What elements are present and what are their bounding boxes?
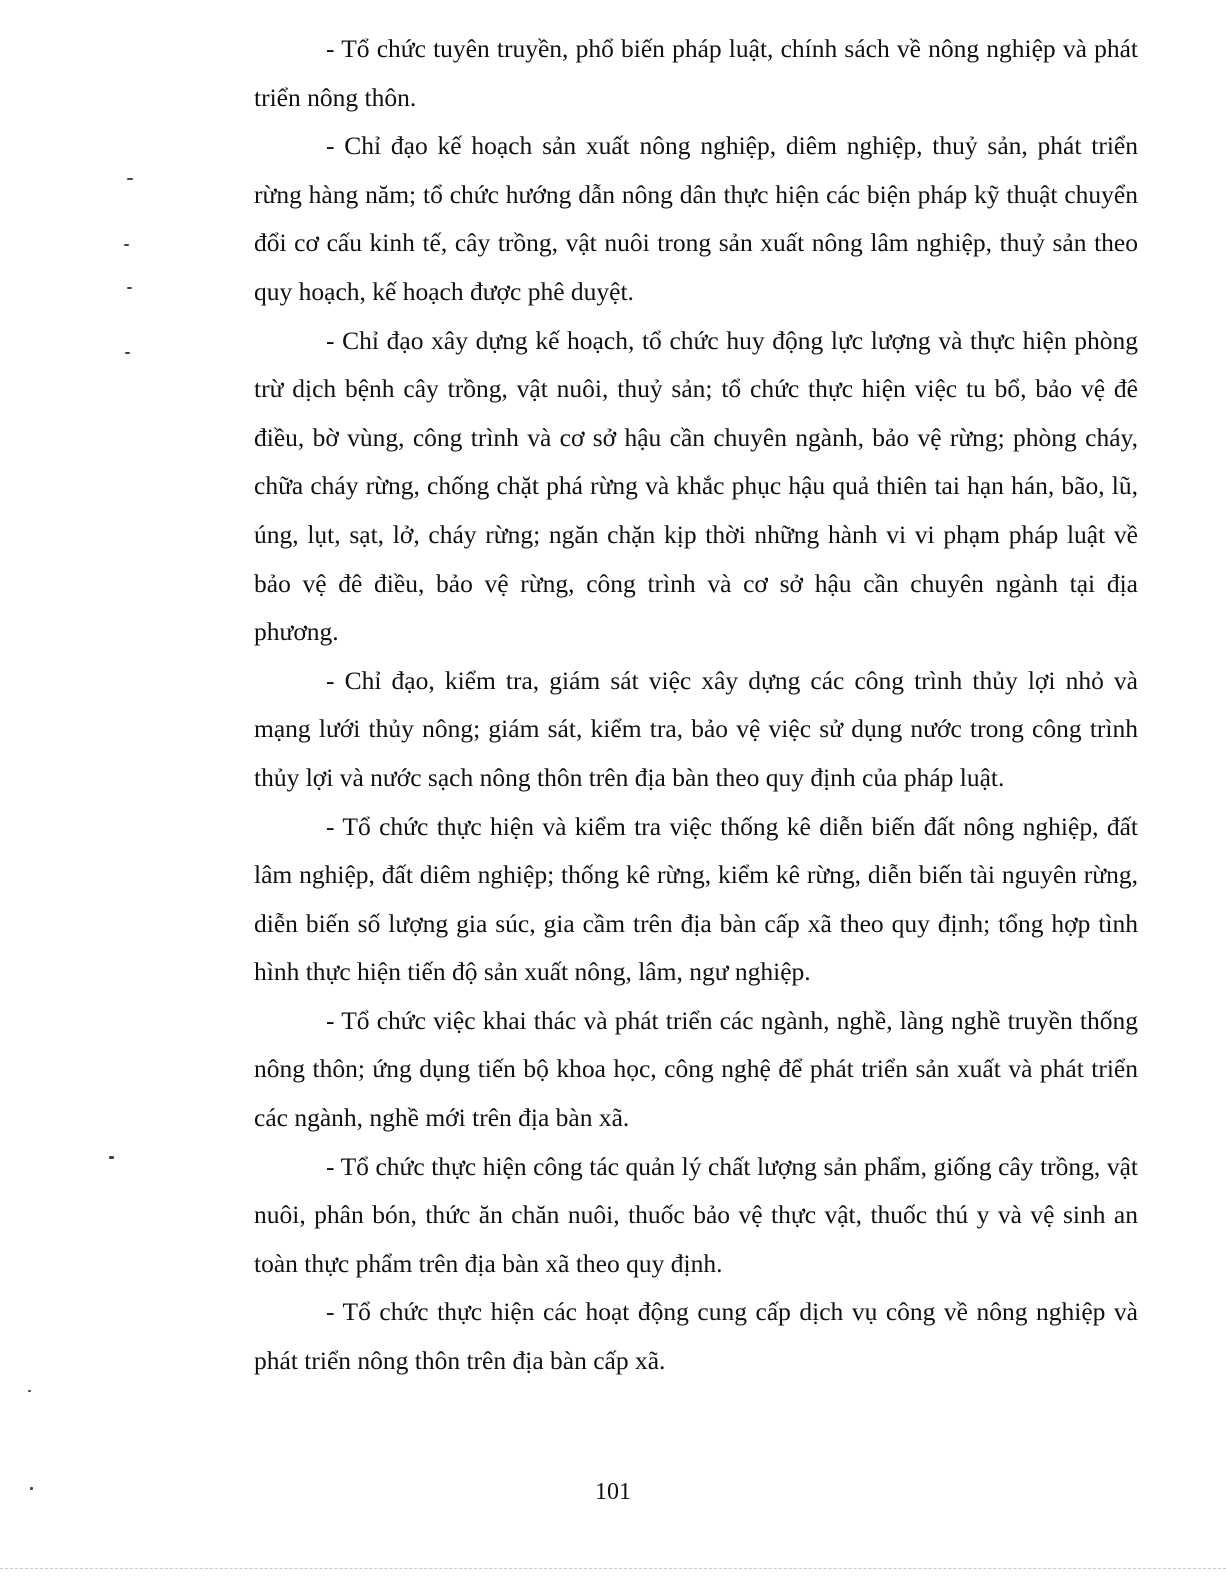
scan-mark xyxy=(124,244,129,246)
scan-mark xyxy=(30,1487,33,1490)
scan-mark xyxy=(127,178,133,180)
scan-mark xyxy=(28,1390,31,1392)
scan-bottom-edge xyxy=(0,1568,1226,1569)
page-number: 101 xyxy=(595,1479,631,1505)
body-text xyxy=(254,25,1138,1386)
paragraph-2: - Chỉ đạo kế hoạch sản xuất nông nghiệp, diêm nghiệp, thuỷ sản, phát triển rừng hàng năm; tổ chức hướng dẫn nông dân thực hiện các biện pháp kỹ thuật chuyển đổi cơ cấu kinh tế, cây trồng, vật nuôi trong sản xuất nông lâm nghiệp, thuỷ sản theo quy hoạch, kế hoạch được phê duyệt. xyxy=(254,131,1138,306)
paragraph-3: - Chỉ đạo xây dựng kế hoạch, tổ chức huy động lực lượng và thực hiện phòng trừ dịch bệnh cây trồng, vật nuôi, thuỷ sản; tổ chức thực hiện việc tu bổ, bảo vệ đê điều, bờ vùng, công trình và cơ sở hậu cần chuyên ngành, bảo vệ rừng; phòng cháy, chữa cháy rừng, chống chặt phá rừng và khắc phục hậu quả thiên tai hạn hán, bão, lũ, úng, lụt, sạt, lở, cháy rừng; ngăn chặn kịp thời những hành vi vi phạm pháp luật về bảo vệ đê điều, bảo vệ rừng, công trình và cơ sở hậu cần chuyên ngành tại địa phương. xyxy=(254,325,1138,647)
scan-mark xyxy=(127,287,132,289)
paragraph-6: - Tổ chức việc khai thác và phát triển các ngành, nghề, làng nghề truyền thống nông thôn; ứng dụng tiến bộ khoa học, công nghệ để phát triển sản xuất và phát triển các ngành, nghề mới trên địa bàn xã. xyxy=(254,1005,1138,1133)
scan-mark xyxy=(125,352,130,354)
paragraph-8: - Tổ chức thực hiện các hoạt động cung cấp dịch vụ công về nông nghiệp và phát triển nông thôn trên địa bàn cấp xã. xyxy=(254,1297,1138,1376)
paragraph-1: - Tổ chức tuyên truyền, phổ biến pháp luật, chính sách về nông nghiệp và phát triển nông thôn. xyxy=(254,34,1138,112)
scan-mark xyxy=(109,1156,114,1159)
paragraph-7: - Tổ chức thực hiện công tác quản lý chất lượng sản phẩm, giống cây trồng, vật nuôi, phân bón, thức ăn chăn nuôi, thuốc bảo vệ thực vật, thuốc thú y và vệ sinh an toàn thực phẩm trên địa bàn xã theo quy định. xyxy=(254,1151,1138,1278)
paragraph-4: - Chỉ đạo, kiểm tra, giám sát việc xây dựng các công trình thủy lợi nhỏ và mạng lưới thủy nông; giám sát, kiểm tra, bảo vệ việc sử dụng nước trong công trình thủy lợi và nước sạch nông thôn trên địa bàn theo quy định của pháp luật. xyxy=(254,665,1138,792)
paragraph-5: - Tổ chức thực hiện và kiểm tra việc thống kê diễn biến đất nông nghiệp, đất lâm nghiệp, đất diêm nghiệp; thống kê rừng, kiểm kê rừng, diễn biến tài nguyên rừng, diễn biến số lượng gia súc, gia cầm trên địa bàn cấp xã theo quy định; tổng hợp tình hình thực hiện tiến độ sản xuất nông, lâm, ngư nghiệp. xyxy=(254,811,1138,987)
